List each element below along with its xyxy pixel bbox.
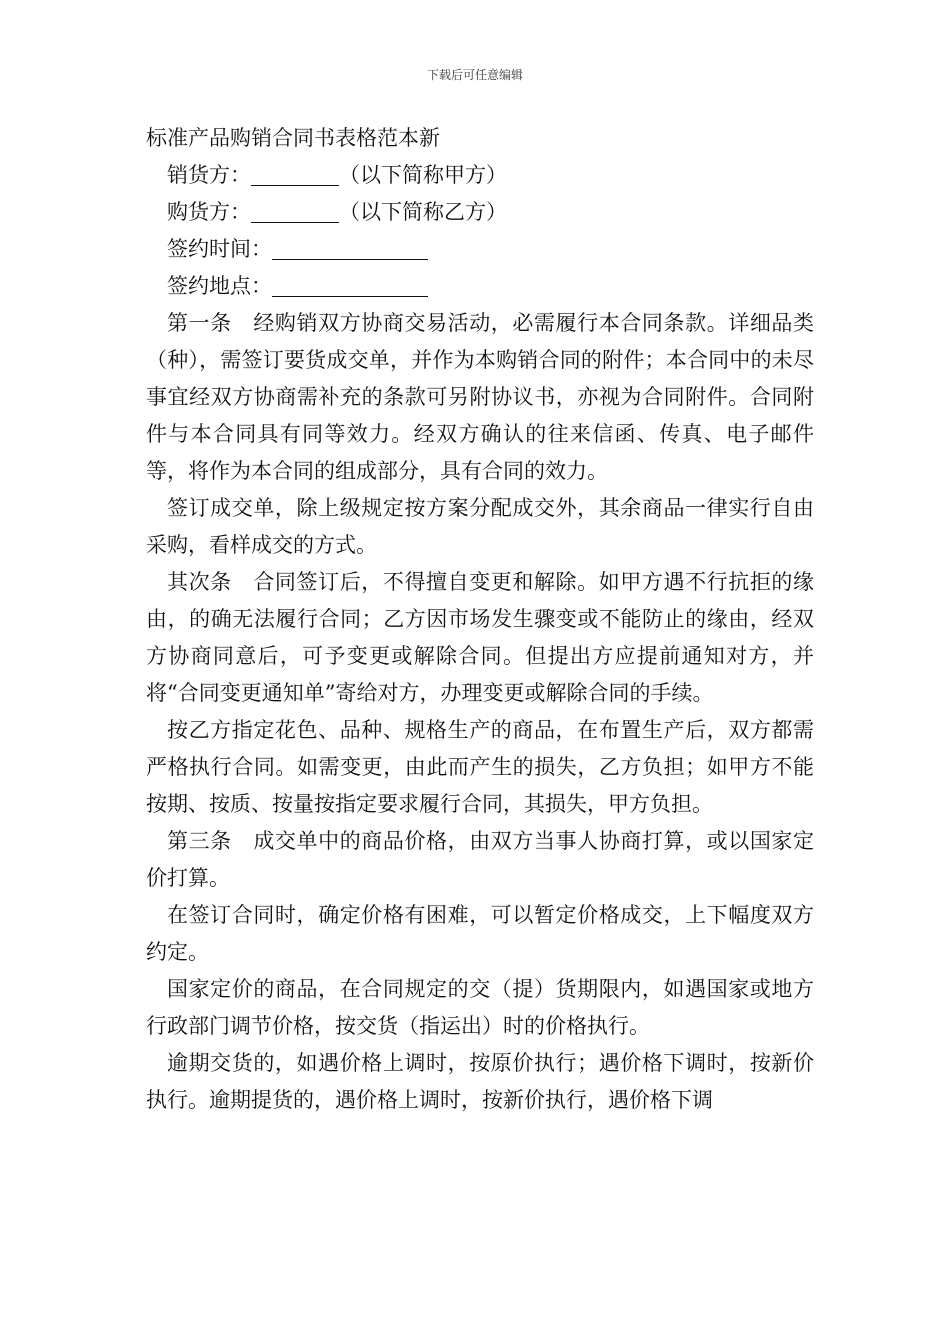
- buyer-blank[interactable]: [251, 200, 339, 223]
- seller-suffix: （以下简称甲方）: [339, 163, 507, 187]
- buyer-field: [146, 194, 814, 231]
- paragraph-article-3: 第三条 成交单中的商品价格，由双方当事人协商打算，或以国家定价打算。: [146, 829, 814, 890]
- seller-blank[interactable]: [251, 163, 339, 186]
- buyer-suffix: （以下简称乙方）: [339, 200, 507, 224]
- paragraph-late-delivery: 逾期交货的，如遇价格上调时，按原价执行；遇价格下调时，按新价执行。逾期提货的，遇价格上调时，按新价执行，遇价格下调: [146, 1051, 814, 1112]
- paragraph-article-2: 其次条 合同签订后，不得擅自变更和解除。如甲方遇不行抗拒的缘由，的确无法履行合同；乙方因市场发生骤变或不能防止的缘由，经双方协商同意后，可予变更或解除合同。但提出方应提前通知对方，并将“合同变更通知单”寄给对方，办理变更或解除合同的手续。: [146, 570, 814, 705]
- signing-place-label: 签约地点：: [167, 274, 272, 298]
- signing-date-label: 签约时间：: [167, 237, 272, 261]
- signing-place-blank[interactable]: [272, 274, 428, 297]
- signing-place-field: [146, 268, 814, 305]
- document-body: [146, 120, 814, 1119]
- document-title: 标准产品购销合同书表格范本新: [146, 126, 440, 150]
- seller-label: 销货方：: [167, 163, 251, 187]
- page-header: 下载后可任意编辑: [426, 68, 523, 82]
- seller-field: [146, 157, 814, 194]
- signing-date-blank[interactable]: [272, 237, 428, 260]
- paragraph-provisional-price: 在签订合同时，确定价格有困难，可以暂定价格成交，上下幅度双方约定。: [146, 903, 814, 964]
- paragraph-custom-goods: 按乙方指定花色、品种、规格生产的商品，在布置生产后，双方都需严格执行合同。如需变更，由此而产生的损失，乙方负担；如甲方不能按期、按质、按量按指定要求履行合同，其损失，甲方负担。: [146, 718, 814, 816]
- paragraph-article-1: 第一条 经购销双方协商交易活动，必需履行本合同条款。详细品类（种），需签订要货成交单，并作为本购销合同的附件；本合同中的未尽事宜经双方协商需补充的条款可另附协议书，亦视为合同附件。合同附件与本合同具有同等效力。经双方确认的往来信函、传真、电子邮件等，将作为本合同的组成部分，具有合同的效力。: [146, 311, 814, 483]
- paragraph-state-price: 国家定价的商品，在合同规定的交（提）货期限内，如遇国家或地方行政部门调节价格，按交货（指运出）时的价格执行。: [146, 977, 814, 1038]
- signing-date-field: [146, 231, 814, 268]
- buyer-label: 购货方：: [167, 200, 251, 224]
- paragraph-order-form: 签订成交单，除上级规定按方案分配成交外，其余商品一律实行自由采购，看样成交的方式。: [146, 496, 814, 557]
